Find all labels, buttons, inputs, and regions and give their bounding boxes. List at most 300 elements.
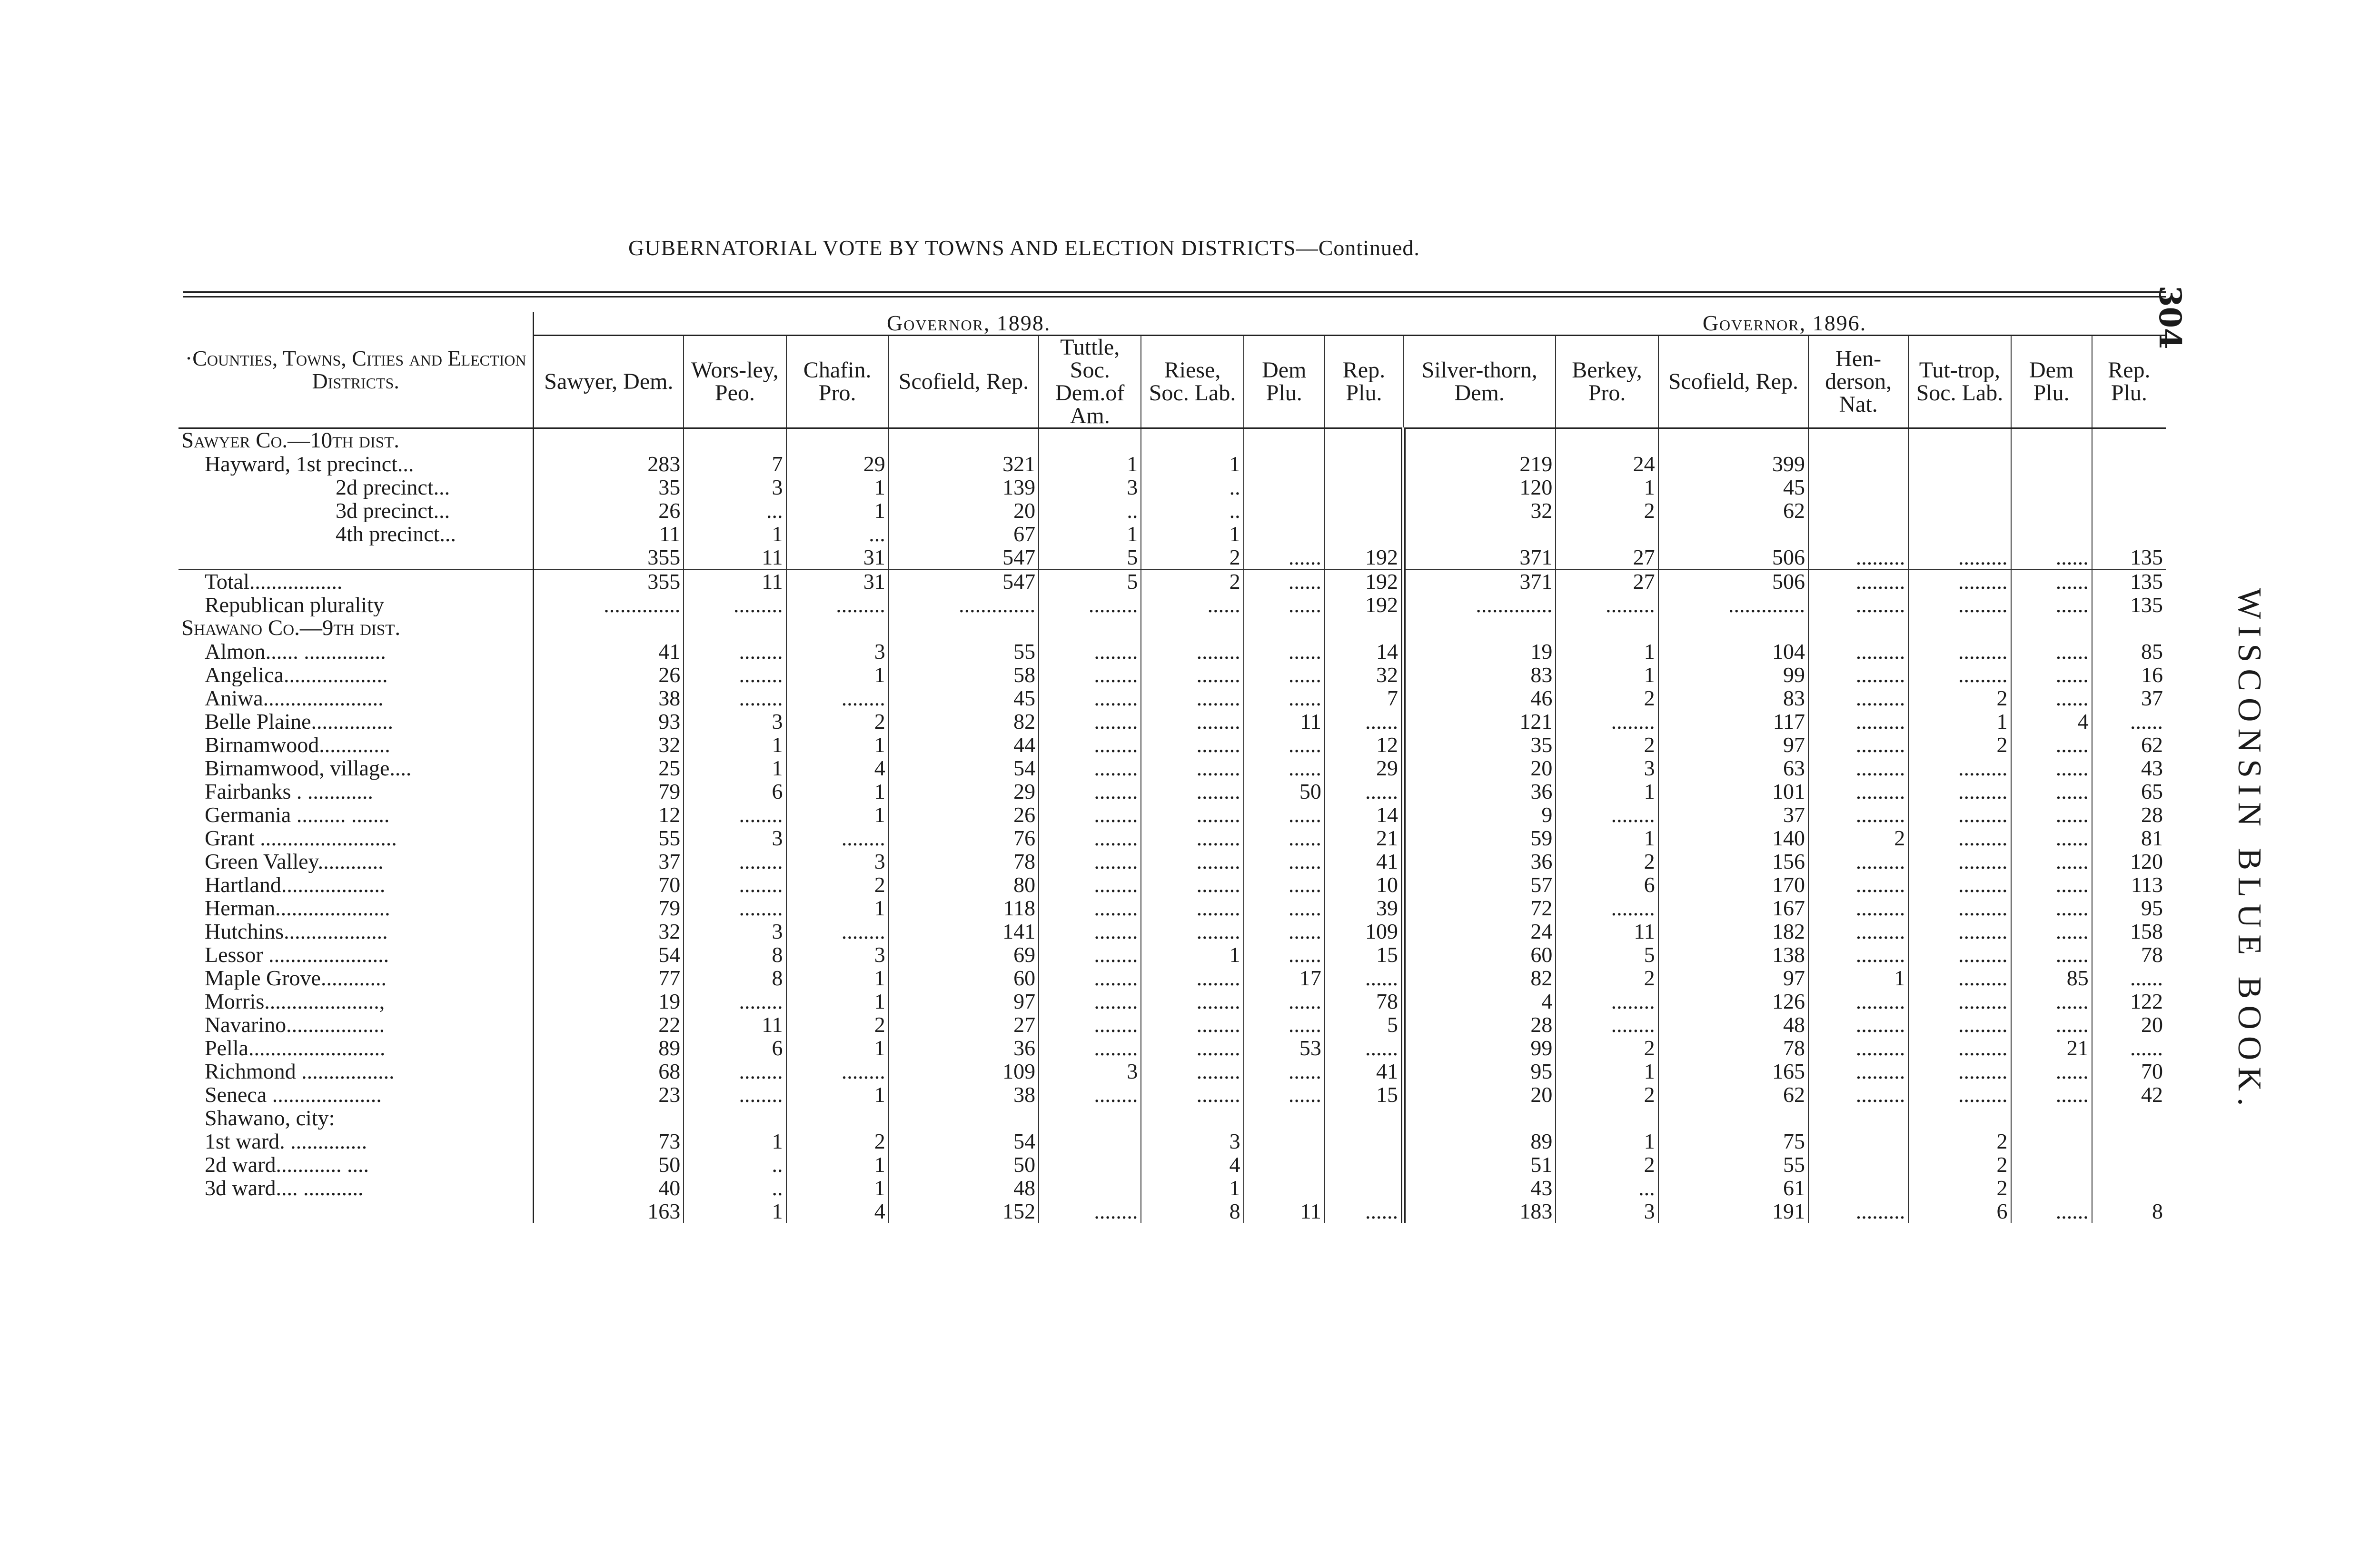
vote-cell: ........ xyxy=(684,1060,786,1083)
vote-cell: 2 xyxy=(1556,499,1658,522)
vote-cell: 14 xyxy=(1325,803,1403,826)
vote-cell xyxy=(1403,428,1556,453)
vote-cell: ...... xyxy=(1244,1060,1325,1083)
vote-cell: 1 xyxy=(786,499,889,522)
vote-cell: 4 xyxy=(1141,1153,1243,1176)
vote-cell: ........ xyxy=(684,873,786,896)
vote-cell: 126 xyxy=(1658,990,1808,1013)
vote-cell: 43 xyxy=(1403,1176,1556,1199)
vote-cell: 3 xyxy=(786,850,889,873)
vote-cell: ........ xyxy=(1039,1036,1141,1060)
vote-cell: 5 xyxy=(1325,1013,1403,1036)
vote-cell: 27 xyxy=(1556,545,1658,569)
vote-cell: 54 xyxy=(889,756,1039,780)
row-label: Richmond ................. xyxy=(178,1060,534,1083)
vote-cell: ......... xyxy=(1908,826,2011,850)
vote-cell xyxy=(1244,1153,1325,1176)
vote-cell: ...... xyxy=(2011,990,2092,1013)
row-label: Fairbanks . ............ xyxy=(178,780,534,803)
vote-cell: ........ xyxy=(1039,896,1141,920)
vote-cell: ...... xyxy=(1325,780,1403,803)
vote-cell: 2 xyxy=(1556,1036,1658,1060)
vote-cell: 101 xyxy=(1658,780,1808,803)
vote-cell: ........ xyxy=(684,803,786,826)
row-label: Shawano Co.—9th dist. xyxy=(178,616,534,640)
vote-cell: ......... xyxy=(1039,593,1141,616)
table-row xyxy=(178,896,2166,920)
row-label: Maple Grove............ xyxy=(178,966,534,990)
vote-cell: 65 xyxy=(2141,780,2163,803)
vote-cell: ......... xyxy=(1808,896,1908,920)
vote-cell: 60 xyxy=(889,966,1039,990)
vote-cell: 2 xyxy=(1556,966,1658,990)
vote-cell: 82 xyxy=(889,710,1039,733)
vote-cell: ...... xyxy=(2130,966,2163,990)
vote-cell xyxy=(1403,616,1556,640)
vote-cell: 122 xyxy=(2130,990,2163,1013)
vote-cell xyxy=(2011,428,2092,453)
vote-cell xyxy=(2011,1130,2092,1153)
vote-cell: ...... xyxy=(1244,663,1325,686)
vote-cell: ......... xyxy=(1908,1013,2011,1036)
vote-cell: 37 xyxy=(2141,686,2163,710)
column-heading-1898: Rep. Plu. xyxy=(1325,336,1403,428)
vote-cell: 20 xyxy=(1403,1083,1556,1106)
vote-cell xyxy=(2011,1176,2092,1199)
vote-cell: ......... xyxy=(1908,920,2011,943)
vote-cell: ......... xyxy=(1808,569,1908,593)
table-row xyxy=(178,756,2166,780)
vote-cell: 170 xyxy=(1658,873,1808,896)
vote-cell: 32 xyxy=(534,733,684,756)
row-label: Birnamwood, village.... xyxy=(178,756,534,780)
vote-cell: ........ xyxy=(684,686,786,710)
vote-cell: ......... xyxy=(1808,710,1908,733)
vote-cell: ...... xyxy=(1325,710,1403,733)
row-label: Green Valley............ xyxy=(178,850,534,873)
vote-cell: 55 xyxy=(534,826,684,850)
column-heading-1898: Wors-ley, Peo. xyxy=(684,336,786,428)
vote-cell: 36 xyxy=(1403,850,1556,873)
vote-cell: 1 xyxy=(1556,1130,1658,1153)
vote-cell xyxy=(1244,499,1325,522)
row-label: Seneca .................... xyxy=(178,1083,534,1106)
vote-cell: 2 xyxy=(1908,1176,2011,1199)
vote-cell xyxy=(1325,616,1403,640)
vote-cell: 44 xyxy=(889,733,1039,756)
vote-cell: 2 xyxy=(1141,545,1243,569)
vote-cell: 283 xyxy=(534,452,684,476)
vote-cell: 2 xyxy=(1141,569,1243,593)
vote-cell: 135 xyxy=(2130,593,2163,616)
vote-cell: 61 xyxy=(1658,1176,1808,1199)
vote-cell: 1 xyxy=(1039,522,1141,545)
vote-cell: ........ xyxy=(1141,990,1243,1013)
vote-cell: ...... xyxy=(1244,896,1325,920)
vote-cell: 28 xyxy=(2141,803,2163,826)
vote-cell: 83 xyxy=(1658,686,1808,710)
row-label: Republican plurality xyxy=(178,593,534,616)
vote-cell: ... xyxy=(786,522,889,545)
vote-cell: ...... xyxy=(2011,733,2092,756)
vote-cell: 3 xyxy=(786,943,889,966)
vote-cell: ........ xyxy=(1556,1013,1658,1036)
vote-cell: ........ xyxy=(1556,896,1658,920)
vote-cell: ........ xyxy=(1039,873,1141,896)
vote-cell: ........ xyxy=(786,686,889,710)
vote-cell: ...... xyxy=(2130,1036,2163,1060)
vote-cell: 371 xyxy=(1403,545,1556,569)
vote-cell: ........ xyxy=(1141,966,1243,990)
vote-cell: 32 xyxy=(1325,663,1403,686)
vote-cell: 36 xyxy=(889,1036,1039,1060)
vote-cell: ...... xyxy=(1244,1013,1325,1036)
vote-cell: ...... xyxy=(1244,826,1325,850)
row-label: Pella......................... xyxy=(178,1036,534,1060)
table-row xyxy=(178,990,2166,1013)
column-heading-1898: Riese, Soc. Lab. xyxy=(1141,336,1243,428)
vote-cell: ...... xyxy=(2011,943,2092,966)
table-row xyxy=(178,1176,2166,1199)
vote-cell: 3 xyxy=(1141,1130,1243,1153)
vote-cell: ........ xyxy=(1556,990,1658,1013)
vote-cell: 2 xyxy=(1556,686,1658,710)
vote-cell: ........ xyxy=(684,990,786,1013)
county-row xyxy=(178,616,2166,640)
row-label: Lessor ...................... xyxy=(178,943,534,966)
vote-cell: ......... xyxy=(1908,850,2011,873)
vote-cell: ........ xyxy=(1141,803,1243,826)
vote-cell xyxy=(1325,1130,1403,1153)
vote-cell: ... xyxy=(1556,1176,1658,1199)
vote-cell: 121 xyxy=(1403,710,1556,733)
vote-cell: ...... xyxy=(1244,803,1325,826)
vote-cell: 29 xyxy=(1325,756,1403,780)
vote-cell: 3 xyxy=(684,920,786,943)
vote-cell: 4 xyxy=(1403,990,1556,1013)
vote-cell: ........ xyxy=(1141,896,1243,920)
row-label: Hayward, 1st precinct... xyxy=(178,452,534,476)
column-heading-1898: Chafin. Pro. xyxy=(786,336,889,428)
table-row xyxy=(178,803,2166,826)
vote-cell: ......... xyxy=(1808,686,1908,710)
vote-cell: 167 xyxy=(1658,896,1808,920)
column-heading-1896: Dem Plu. xyxy=(2011,336,2092,428)
vote-cell: 547 xyxy=(889,569,1039,593)
table-row xyxy=(178,522,2166,545)
vote-cell: 109 xyxy=(1325,920,1403,943)
vote-cell: 1 xyxy=(1556,780,1658,803)
vote-cell: ........ xyxy=(1141,756,1243,780)
vote-cell: 1 xyxy=(1556,476,1658,499)
row-label: Grant ......................... xyxy=(178,826,534,850)
vote-cell: 38 xyxy=(534,686,684,710)
row-label: Shawano, city: xyxy=(178,1106,534,1130)
vote-cell xyxy=(786,428,889,453)
vote-cell: 6 xyxy=(684,780,786,803)
governor-1896-heading: Governor, 1896. xyxy=(1403,312,2166,336)
vote-cell: ...... xyxy=(1244,1083,1325,1106)
vote-cell xyxy=(1908,499,2011,522)
vote-cell: 2 xyxy=(1808,826,1908,850)
vote-cell: 192 xyxy=(1325,545,1403,569)
row-label: 2d ward............ .... xyxy=(178,1153,534,1176)
vote-cell: ... xyxy=(684,499,786,522)
column-heading-1896: Tut-trop, Soc. Lab. xyxy=(1908,336,2011,428)
vote-cell: 32 xyxy=(534,920,684,943)
vote-cell: ...... xyxy=(2011,780,2092,803)
vote-cell xyxy=(1039,1176,1141,1199)
vote-cell: 24 xyxy=(1403,920,1556,943)
vote-cell: ......... xyxy=(1808,593,1908,616)
table-row xyxy=(178,640,2166,663)
vote-cell: 355 xyxy=(534,569,684,593)
vote-cell: ......... xyxy=(1908,1083,2011,1106)
column-heading-1896: Berkey, Pro. xyxy=(1556,336,1658,428)
vote-cell: 135 xyxy=(2130,545,2163,569)
vote-cell xyxy=(1556,616,1658,640)
vote-cell: 79 xyxy=(534,896,684,920)
vote-cell: 12 xyxy=(1325,733,1403,756)
vote-cell: 42 xyxy=(2141,1083,2163,1106)
vote-cell: 25 xyxy=(534,756,684,780)
vote-cell: ......... xyxy=(1808,1036,1908,1060)
vote-cell: 1 xyxy=(1556,640,1658,663)
vote-cell: 1 xyxy=(1141,1176,1243,1199)
vote-cell: 113 xyxy=(2131,873,2163,896)
vote-cell: ........ xyxy=(1556,710,1658,733)
vote-cell: 2 xyxy=(1556,1083,1658,1106)
vote-cell: ........ xyxy=(1039,1199,1141,1223)
vote-cell xyxy=(2092,616,2166,640)
vote-cell: 1 xyxy=(786,803,889,826)
vote-cell xyxy=(1244,522,1325,545)
vote-cell: 63 xyxy=(1658,756,1808,780)
vote-cell: 3 xyxy=(1039,476,1141,499)
vote-cell: ........ xyxy=(1039,1013,1141,1036)
table-row xyxy=(178,850,2166,873)
vote-cell: 1 xyxy=(786,1176,889,1199)
vote-cell: 59 xyxy=(1403,826,1556,850)
vote-cell: ...... xyxy=(2011,873,2092,896)
row-label: Morris....................., xyxy=(178,990,534,1013)
vote-cell: ...... xyxy=(1244,569,1325,593)
vote-cell: 14 xyxy=(1325,640,1403,663)
vote-cell: ...... xyxy=(2011,663,2092,686)
vote-cell: ......... xyxy=(1908,593,2011,616)
vote-cell xyxy=(2011,616,2092,640)
vote-cell: 45 xyxy=(1658,476,1808,499)
vote-cell: 31 xyxy=(786,569,889,593)
vote-cell: 8 xyxy=(684,966,786,990)
vote-cell: 2 xyxy=(1556,733,1658,756)
vote-cell xyxy=(2092,428,2166,453)
vote-cell: 55 xyxy=(889,640,1039,663)
vote-cell: 135 xyxy=(2092,569,2166,593)
row-label: Birnamwood............. xyxy=(178,733,534,756)
vote-cell xyxy=(1325,476,1403,499)
vote-cell: ......... xyxy=(1808,920,1908,943)
vote-cell: 9 xyxy=(1403,803,1556,826)
vote-cell: 70 xyxy=(2141,1060,2163,1083)
vote-cell: 27 xyxy=(1556,569,1658,593)
vote-cell xyxy=(889,1106,1039,1130)
vote-cell: ...... xyxy=(1325,966,1403,990)
vote-cell xyxy=(1658,428,1808,453)
vote-cell: 2 xyxy=(1908,1153,2011,1176)
vote-cell xyxy=(1908,452,2011,476)
vote-cell: ........ xyxy=(1141,873,1243,896)
vote-cell: 2 xyxy=(786,710,889,733)
vote-cell: 31 xyxy=(786,545,889,569)
vote-cell: ........ xyxy=(684,1083,786,1106)
vote-cell: 75 xyxy=(1658,1130,1808,1153)
vote-cell xyxy=(1808,452,1908,476)
table-row xyxy=(178,1060,2166,1083)
vote-cell: ...... xyxy=(2011,569,2092,593)
vote-cell: 80 xyxy=(889,873,1039,896)
vote-cell xyxy=(2092,1130,2166,1153)
vote-cell: 1 xyxy=(786,1036,889,1060)
vote-cell: ...... xyxy=(2011,1083,2092,1106)
vote-cell: 3 xyxy=(684,710,786,733)
vote-cell: ........ xyxy=(1141,1013,1243,1036)
vote-cell: ......... xyxy=(1908,756,2011,780)
vote-cell: ........ xyxy=(1141,850,1243,873)
vote-cell: ...... xyxy=(2011,850,2092,873)
vote-cell xyxy=(1325,522,1403,545)
vote-cell xyxy=(684,1106,786,1130)
vote-cell: 152 xyxy=(889,1199,1039,1223)
vote-cell xyxy=(1908,616,2011,640)
vote-cell: ...... xyxy=(1244,920,1325,943)
governor-1898-heading: Governor, 1898. xyxy=(534,312,1403,336)
vote-cell xyxy=(1908,428,2011,453)
vote-cell: ......... xyxy=(1908,569,2011,593)
vote-cell: 97 xyxy=(1658,733,1808,756)
vote-cell: 5 xyxy=(1039,569,1141,593)
vote-cell: 62 xyxy=(1658,499,1808,522)
vote-cell: 10 xyxy=(1325,873,1403,896)
vote-cell: 4 xyxy=(2011,710,2092,733)
vote-cell: 54 xyxy=(534,943,684,966)
vote-cell: 83 xyxy=(1403,663,1556,686)
vote-cell: ........ xyxy=(684,640,786,663)
header-group-row xyxy=(178,312,2166,336)
vote-cell xyxy=(1403,1106,1556,1130)
vote-cell xyxy=(2092,522,2166,545)
vote-cell: ........ xyxy=(1039,756,1141,780)
vote-cell: 89 xyxy=(1403,1130,1556,1153)
running-title: GUBERNATORIAL VOTE BY TOWNS AND ELECTION DISTRICTS—Continued. xyxy=(628,236,1420,260)
vote-cell: 2 xyxy=(786,873,889,896)
vote-cell: 78 xyxy=(2141,943,2163,966)
vote-cell: ...... xyxy=(1244,640,1325,663)
vote-cell: ........ xyxy=(1039,803,1141,826)
vote-cell: ......... xyxy=(1908,943,2011,966)
vote-cell xyxy=(1808,476,1908,499)
vote-cell xyxy=(1658,522,1808,545)
vote-cell: ......... xyxy=(1908,966,2011,990)
vote-cell: 41 xyxy=(534,640,684,663)
vote-cell: 62 xyxy=(2141,733,2163,756)
column-heading-1898: Scofield, Rep. xyxy=(889,336,1039,428)
column-heading-1896: Hen-derson, Nat. xyxy=(1808,336,1908,428)
vote-cell xyxy=(684,428,786,453)
vote-cell: 85 xyxy=(2011,966,2092,990)
vote-cell xyxy=(1244,452,1325,476)
vote-cell: 3 xyxy=(786,640,889,663)
vote-cell: 8 xyxy=(2152,1199,2163,1223)
vote-cell: ......... xyxy=(1808,1199,1908,1223)
vote-cell: 58 xyxy=(889,663,1039,686)
table-row xyxy=(178,499,2166,522)
table-row xyxy=(178,1130,2166,1153)
vote-cell: 5 xyxy=(1556,943,1658,966)
vote-cell xyxy=(1808,1176,1908,1199)
vote-cell: ........ xyxy=(1141,920,1243,943)
table-row xyxy=(178,733,2166,756)
vote-cell: ........ xyxy=(1039,966,1141,990)
vote-cell xyxy=(1556,522,1658,545)
vote-cell: ......... xyxy=(1808,943,1908,966)
vote-cell: 95 xyxy=(2141,896,2163,920)
vote-cell: 39 xyxy=(1325,896,1403,920)
vote-cell: 28 xyxy=(1403,1013,1556,1036)
vote-cell xyxy=(2011,476,2092,499)
vote-cell xyxy=(1039,1106,1141,1130)
vote-cell: 19 xyxy=(1403,640,1556,663)
vote-cell: 6 xyxy=(1908,1199,2011,1223)
vote-cell: 76 xyxy=(889,826,1039,850)
vote-cell: ........ xyxy=(1141,663,1243,686)
vote-cell: 1 xyxy=(786,1083,889,1106)
vote-cell xyxy=(1039,616,1141,640)
stub-heading: ·Counties, Towns, Cities and Election Districts. xyxy=(178,312,534,428)
row-label: Hutchins................... xyxy=(178,920,534,943)
vote-cell: 97 xyxy=(889,990,1039,1013)
vote-cell xyxy=(1325,1153,1403,1176)
vote-cell: ......... xyxy=(1808,990,1908,1013)
vote-cell: 37 xyxy=(534,850,684,873)
vote-cell: 138 xyxy=(1658,943,1808,966)
vote-cell: ......... xyxy=(1808,756,1908,780)
row-label xyxy=(178,545,534,569)
vote-cell: 399 xyxy=(1658,452,1808,476)
vote-cell xyxy=(1808,428,1908,453)
table-row xyxy=(178,686,2166,710)
vote-cell: 4 xyxy=(786,1199,889,1223)
vote-cell: ......... xyxy=(1908,780,2011,803)
vote-cell: ......... xyxy=(1808,1013,1908,1036)
vote-cell: 79 xyxy=(534,780,684,803)
vote-cell xyxy=(1141,616,1243,640)
vote-cell xyxy=(1039,428,1141,453)
vote-cell: ...... xyxy=(1244,873,1325,896)
vote-cell: 95 xyxy=(1403,1060,1556,1083)
vote-cell: 11 xyxy=(1244,1199,1325,1223)
vote-cell: 355 xyxy=(534,545,684,569)
vote-cell: 20 xyxy=(1403,756,1556,780)
vote-cell: 191 xyxy=(1658,1199,1808,1223)
vote-cell: ...... xyxy=(1244,593,1325,616)
vote-cell: 8 xyxy=(1141,1199,1243,1223)
vote-cell: 72 xyxy=(1403,896,1556,920)
vote-cell: ......... xyxy=(1908,640,2011,663)
row-label: Almon...... ............... xyxy=(178,640,534,663)
vote-cell: 73 xyxy=(534,1130,684,1153)
row-label xyxy=(178,1199,534,1223)
